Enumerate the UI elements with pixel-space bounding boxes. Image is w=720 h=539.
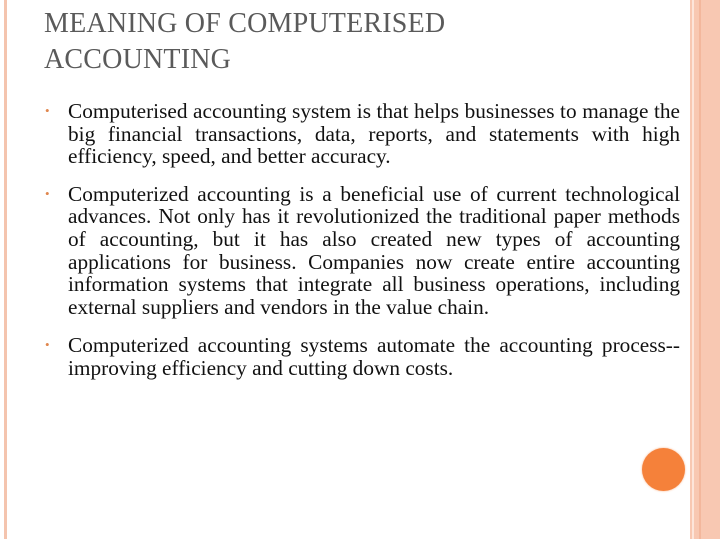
orange-circle-decoration [642, 448, 685, 491]
right-band-stripe [699, 0, 701, 539]
title-line-2: ACCOUNTING [44, 44, 232, 75]
bullet-text: Computerized accounting is a beneficial use of current technological advances. Not only has it revolutionized the traditional paper methods of accounting, but it has also created new types of accounting applications for business. Companies now create entire accounting information systems that integrate all business operations, including external suppliers and vendors in the value chain. [68, 181, 680, 319]
right-decorative-band [690, 0, 720, 539]
bullet-text: Computerized accounting systems automate the accounting process--improving efficiency and cutting down costs. [68, 333, 680, 380]
bullet-item [45, 181, 680, 319]
bullet-icon: • [45, 337, 50, 353]
bullet-icon: • [45, 103, 50, 118]
bullet-item [45, 333, 680, 380]
slide-title [44, 6, 445, 78]
bullet-item [45, 99, 680, 169]
bullet-text: Computerised accounting system is that helps businesses to manage the big financial transactions, data, reports, and statements with high efficiency, speed, and better accuracy. [68, 99, 680, 169]
title-line-1: MEANING OF COMPUTERISED [44, 8, 446, 39]
right-band-highlight [692, 0, 694, 539]
bullet-list [45, 99, 680, 395]
left-border-line [4, 0, 7, 539]
bullet-icon: • [45, 185, 50, 201]
